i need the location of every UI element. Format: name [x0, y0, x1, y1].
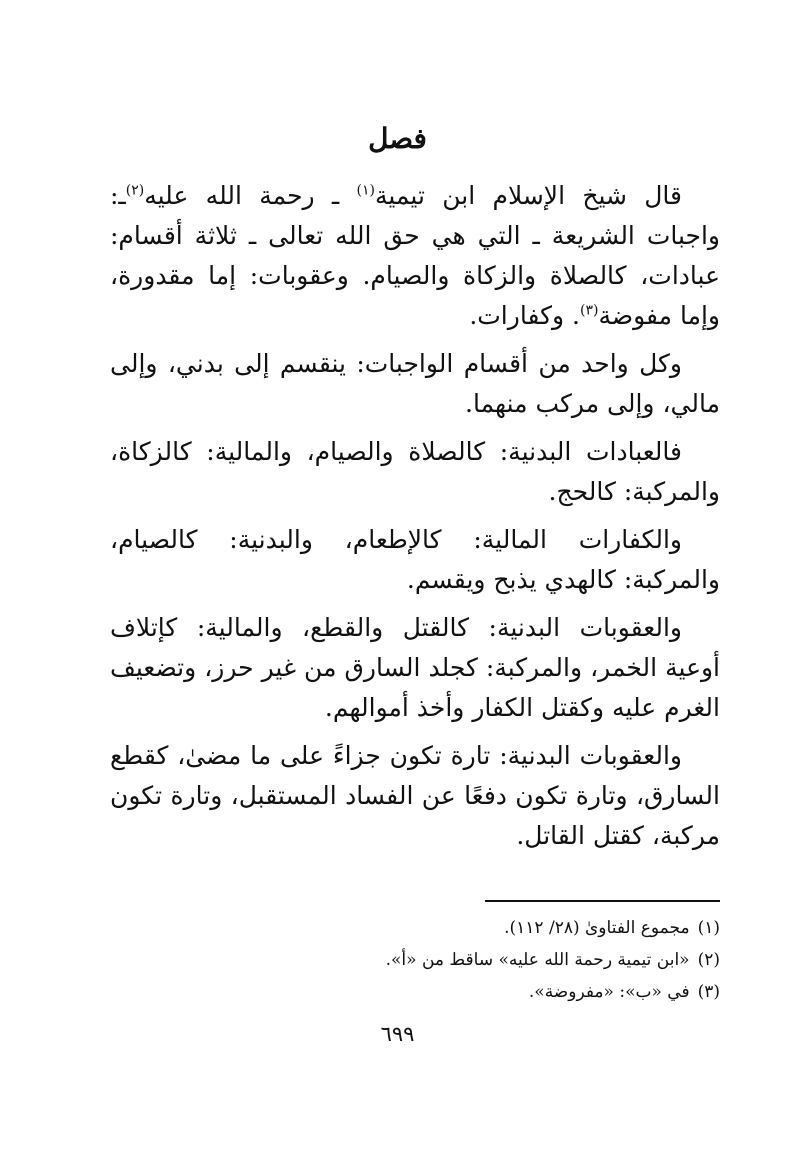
footnote-3	[300, 976, 720, 1008]
paragraph-6: والعقوبات البدنية: تارة تكون جزاءً على ما مضىٰ، كقطع السارق، وتارة تكون دفعًا عن الفساد المستقبل، وتارة تكون مركبة، كقتل القاتل.	[110, 741, 720, 850]
footnote-2-number: (٢)	[697, 950, 720, 970]
footnotes	[300, 912, 720, 1008]
footnote-2	[300, 944, 720, 976]
footnote-1-text: مجموع الفتاوىٰ (٢٨/ ١١٢).	[504, 918, 690, 938]
paragraph-3: فالعبادات البدنية: كالصلاة والصيام، والمالية: كالزكاة، والمركبة: كالحج.	[110, 437, 720, 506]
section-title: فصل	[368, 122, 427, 155]
footnote-1	[300, 912, 720, 944]
footnote-ref-1: (١)	[356, 182, 376, 199]
paragraph-1	[110, 176, 720, 336]
footnote-ref-3: (٣)	[579, 302, 599, 319]
footnote-2-text: «ابن تيمية رحمة الله عليه» ساقط من «أ».	[385, 950, 690, 970]
paragraph-1-part-d: . وكفارات.	[469, 301, 580, 330]
paragraph-4: والكفارات المالية: كالإطعام، والبدنية: كالصيام، والمركبة: كالهدي يذبح ويقسم.	[110, 525, 720, 594]
footnote-1-number: (١)	[697, 918, 720, 938]
paragraph-1-part-b: ـ رحمة الله عليه	[144, 181, 357, 210]
page-number: ٦٩٩	[380, 1022, 415, 1046]
main-text	[110, 176, 720, 864]
paragraph-5: والعقوبات البدنية: كالقتل والقطع، والمالية: كإتلاف أوعية الخمر، والمركبة: كجلد السارق من غير حرز، وتضعيف الغرم عليه وكقتل الكفار وأخذ أموالهم.	[110, 613, 720, 722]
paragraph-1-part-c: ـ: واجبات الشريعة ـ التي هي حق الله تعالى ـ ثلاثة أقسام: عبادات، كالصلاة والزكاة والصيام. وعقوبات: إما مقدورة، وإما مفوضة	[110, 181, 720, 330]
footnote-ref-2: (٢)	[125, 182, 145, 199]
paragraph-1-part-a: قال شيخ الإسلام ابن تيمية	[375, 181, 682, 210]
footnote-3-number: (٣)	[697, 982, 720, 1002]
paragraph-2: وكل واحد من أقسام الواجبات: ينقسم إلى بدني، وإلى مالي، وإلى مركب منهما.	[110, 349, 720, 418]
footnote-divider	[485, 900, 720, 902]
footnote-3-text: في «ب»: «مفروضة».	[528, 982, 690, 1002]
